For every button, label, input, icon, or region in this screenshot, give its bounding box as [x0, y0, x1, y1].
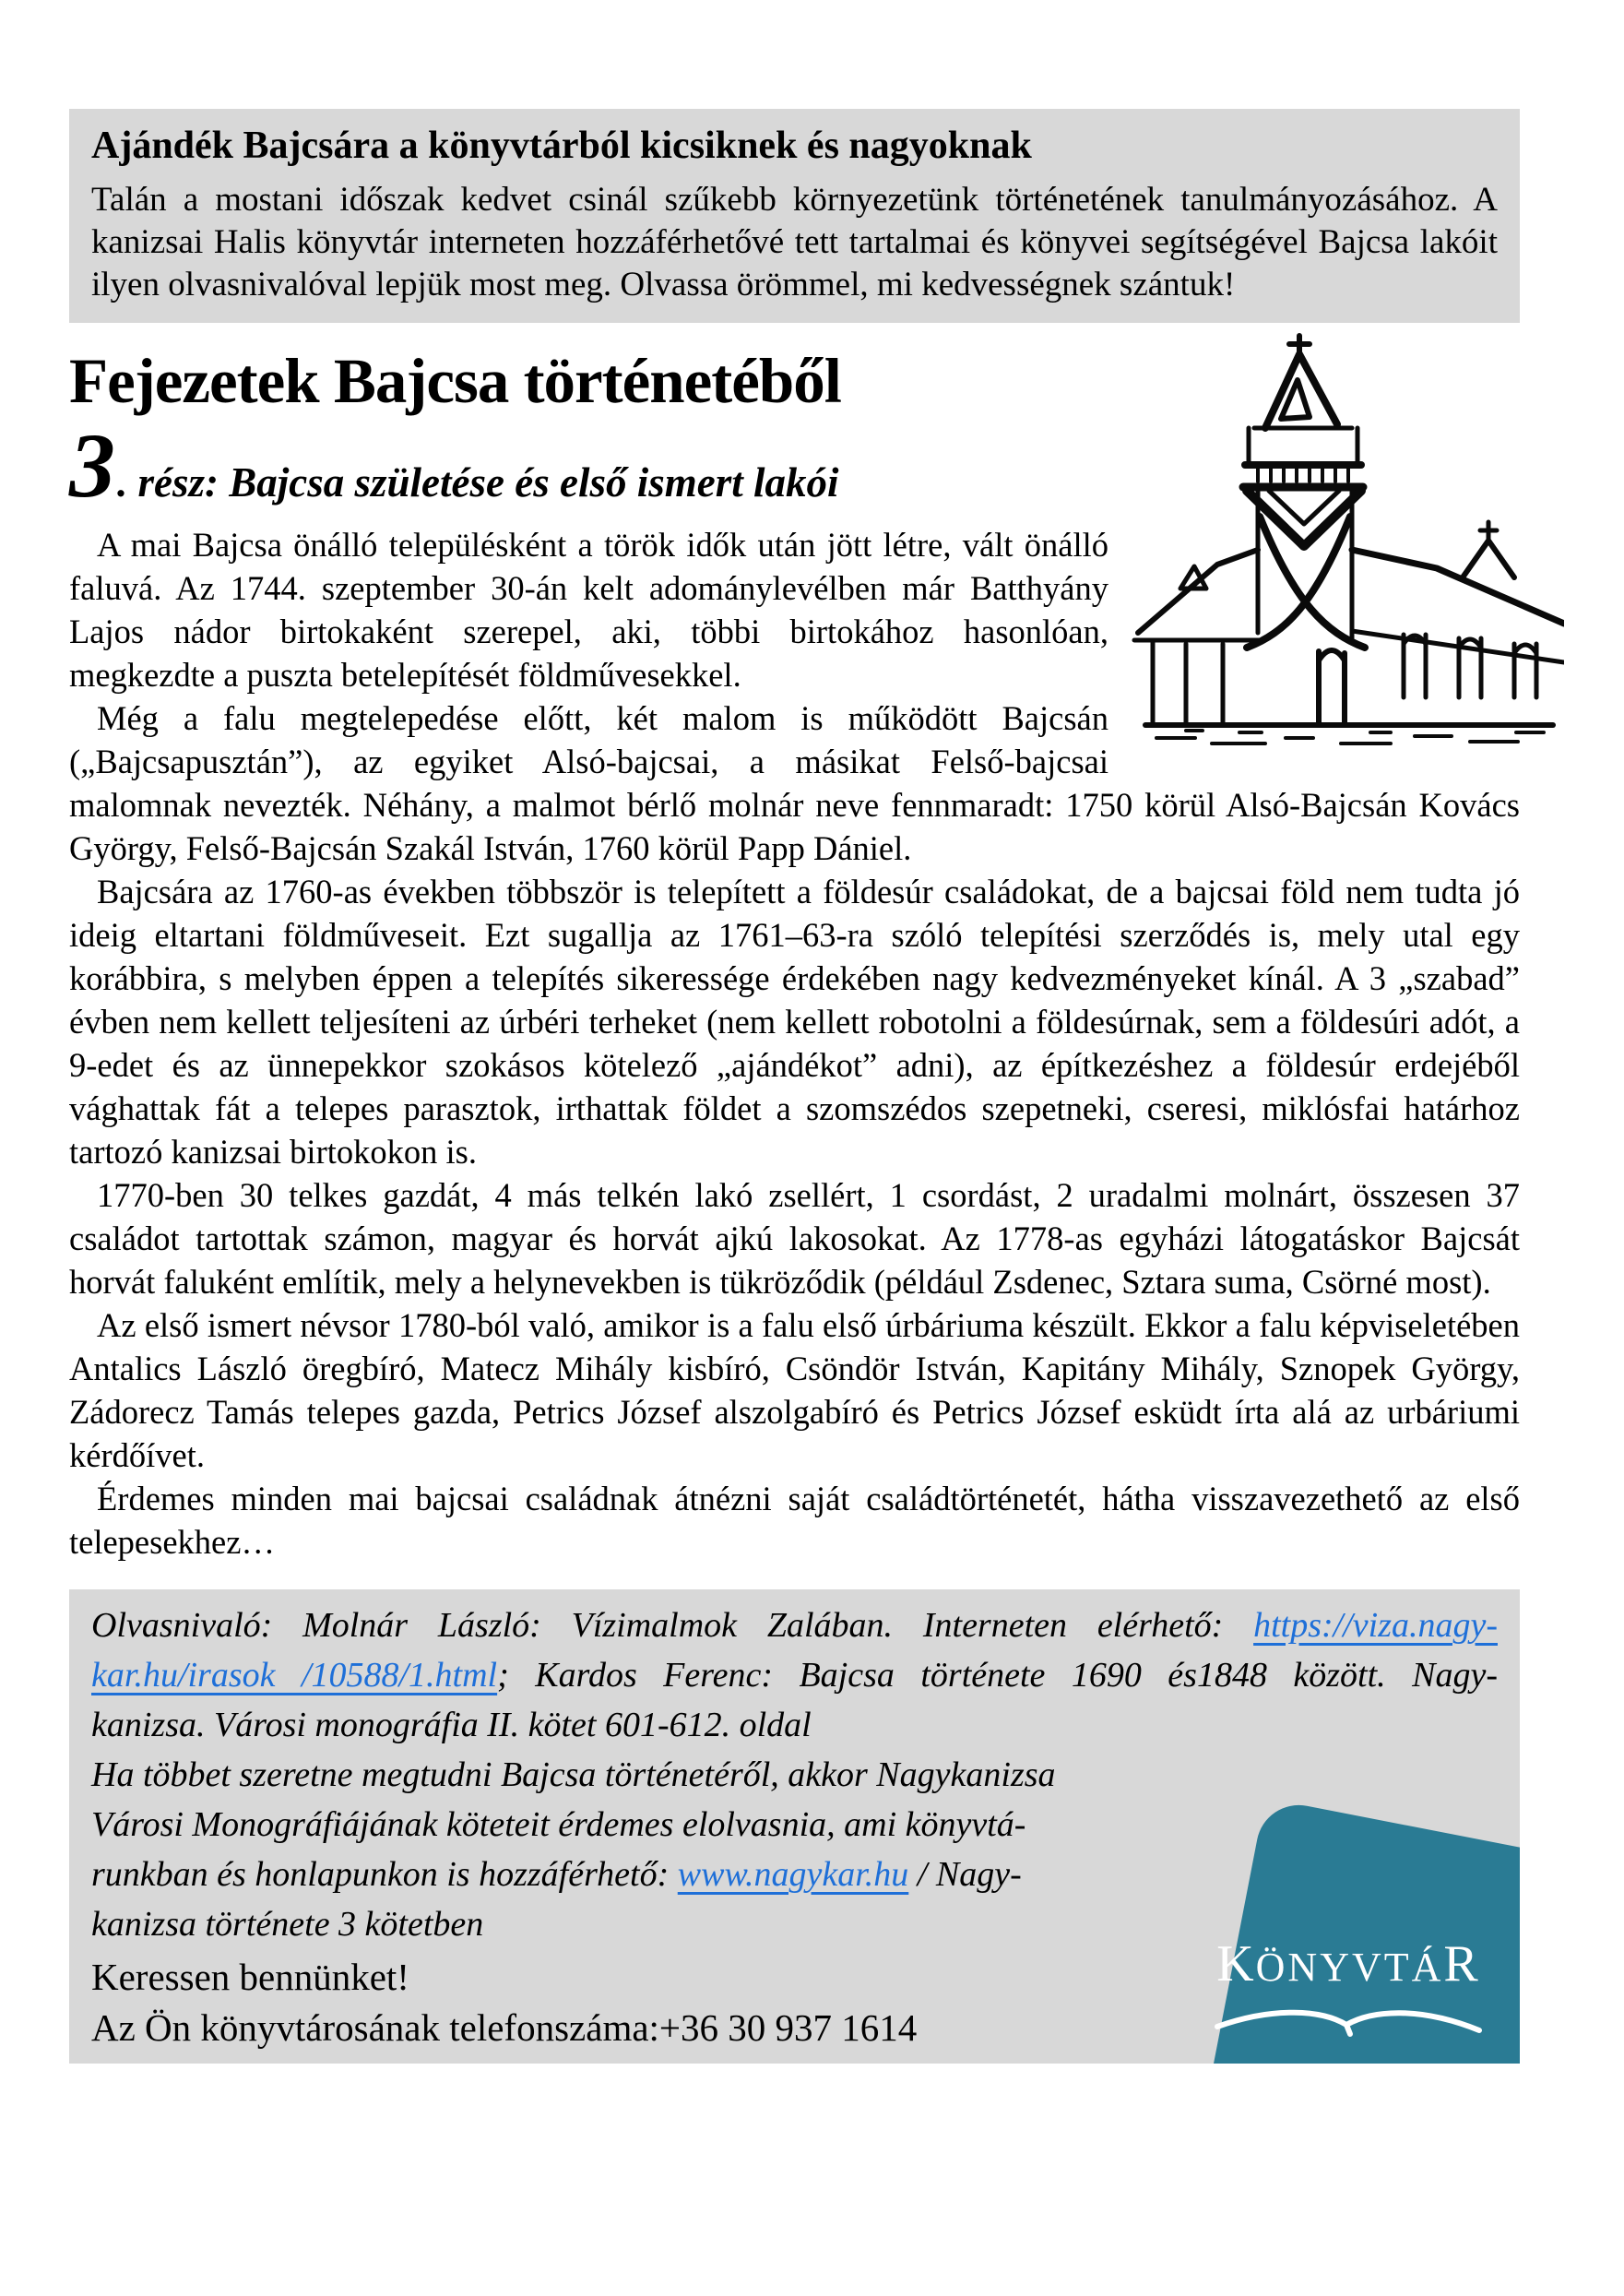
article-title: Fejezetek Bajcsa történetéből — [69, 346, 841, 417]
paragraph-4: 1770-ben 30 telkes gazdát, 4 más telkén lakó zsellért, 1 csordást, 2 uradalmi molnárt, összesen 37 családot tartottak számon, magyar és horvát ajkú lakosokat. Az 1778-as egyházi látogatáskor Bajcsát horvát faluként említik, mely a helynevekben is tükröződik (például Zsdenec, Sztara suma, Csörné most). — [69, 1176, 1520, 1302]
reference-line-2 — [91, 1650, 1498, 1700]
logo-letter-last: R — [1443, 1935, 1480, 1993]
reference-text: Városi Monográfiájának köteteit érdemes elolvasnia, ami könyvtá- — [91, 1805, 1026, 1845]
contact-call-to-action: Keressen bennünket! — [91, 1956, 409, 1999]
viza-nagykar-link-continued[interactable]: kar.hu/irasok /10588/1.html — [91, 1656, 498, 1695]
reference-text: kanizsa. Városi monográfia II. kötet 601-612. oldal — [91, 1706, 812, 1745]
paragraph-2: Még a falu megtelepedése előtt, két malom is működött Bajcsán („Bajcsapusztán”), az egyiket Alsó-bajcsai, a másikat Felső-bajcsai malomnak nevezték. Néhány, a malmot bérlő molnár neve fennmaradt: 1750 körül Alsó-Bajcsán Kovács György, Felső-Bajcsán Szakál István, 1760 körül Papp Dániel. — [69, 699, 1520, 868]
reference-text: Olvasnivaló: Molnár László: Vízimalmok Zalában. Interneten elérhető: — [91, 1606, 1254, 1646]
reference-line-1 — [91, 1600, 1498, 1650]
logo-letters-middle: ÖNYVTÁ — [1255, 1945, 1444, 1991]
reference-text: kanizsa története 3 kötetben — [91, 1905, 484, 1945]
paragraph-3: Bajcsára az 1760-as években többször is telepített a földesúr családokat, de a bajcsai föld nem tudta jó ideig eltartani földműveseit. Ezt sugallja az 1761–63-ra szóló telepítési szerződés is, mely utal egy korábbira, s melyben éppen a telepítés sikeressége érdekében nagy kedvezményeket kínál. A 3 „szabad” évben nem kellett teljesíteni az úrbéri terheket (nem kellett robotolni a földesúrnak, sem a földesúri adót, a 9-edet és az ünnepekkor szokásos kötelező „ajándékot” adni), az építkezéshez a földesúr erdejéből vághattak fát a telepes parasztok, irthattak földet a szomszédos szepetneki, cseresi, miklósfai határhoz tartozó kanizsai birtokokon is. — [69, 873, 1520, 1172]
subtitle-number: 3 — [69, 414, 115, 517]
reference-text: Ha többet szeretne megtudni Bajcsa történetéről, akkor Nagykanizsa — [91, 1755, 1056, 1795]
viza-nagykar-link[interactable]: https://viza.nagy- — [1253, 1606, 1498, 1646]
library-logo-label — [1177, 1934, 1520, 2040]
references-box — [69, 1589, 1520, 2064]
church-line-drawing — [1131, 327, 1564, 749]
header-body-text: Talán a mostani időszak kedvet csinál szűkebb környezetünk történetének tanulmányozásához. A kanizsai Halis könyvtár interneten hozzáférhetővé tett tartalmai és könyvei segítségével Bajcsa lakóit ilyen olvasnivalóval lepjük most meg. Olvassa örömmel, mi kedvességnek szántuk! — [91, 181, 1498, 304]
header-box — [69, 109, 1520, 323]
library-logo — [1177, 1787, 1520, 2064]
reference-line-3 — [91, 1700, 1498, 1750]
church-illustration — [1131, 327, 1564, 749]
subtitle-text: . rész: Bajcsa születése és első ismert lakói — [117, 459, 839, 506]
library-logo-text — [1216, 1935, 1480, 1993]
contact-phone-line: Az Ön könyvtárosának telefonszáma:+36 30 937 1614 — [91, 2006, 918, 2050]
reference-text: / Nagy- — [908, 1855, 1022, 1895]
paragraph-1: A mai Bajcsa önálló településként a török idők után jött létre, vált önálló faluvá. Az 1744. szeptember 30-án kelt adománylevélben már Batthyány Lajos nádor birtokaként szerepel, aki, többi birtokához hasonlóan, megkezdte a puszta betelepítését földművesekkel. — [69, 526, 1108, 695]
reference-text: ; Kardos Ferenc: Bajcsa története 1690 és1848 között. Nagy- — [497, 1656, 1498, 1695]
open-book-icon — [1210, 1995, 1487, 2040]
article — [69, 347, 1520, 1564]
header-title: Ajándék Bajcsára a könyvtárból kicsiknek és nagyoknak — [91, 125, 1032, 167]
nagykar-link[interactable]: www.nagykar.hu — [677, 1855, 909, 1895]
paragraph-5: Az első ismert névsor 1780-ból való, amikor is a falu első úrbáriuma készült. Ekkor a falu képviseletében Antalics László öregbíró, Matecz Mihály kisbíró, Csöndör István, Kapitány Mihály, Sznopek György, Zádorecz Tamás telepes gazda, Petrics József alszolgabíró és Petrics József esküdt írta alá az urbáriumi kérdőívet. — [69, 1306, 1520, 1475]
reference-text: runkban és honlapunkon is hozzáférhető: — [91, 1855, 678, 1895]
paragraph-6: Érdemes minden mai bajcsai családnak átnézni saját családtörténetét, hátha visszavezethető az első telepesekhez… — [69, 1480, 1520, 1562]
logo-letter-first: K — [1216, 1935, 1256, 1993]
